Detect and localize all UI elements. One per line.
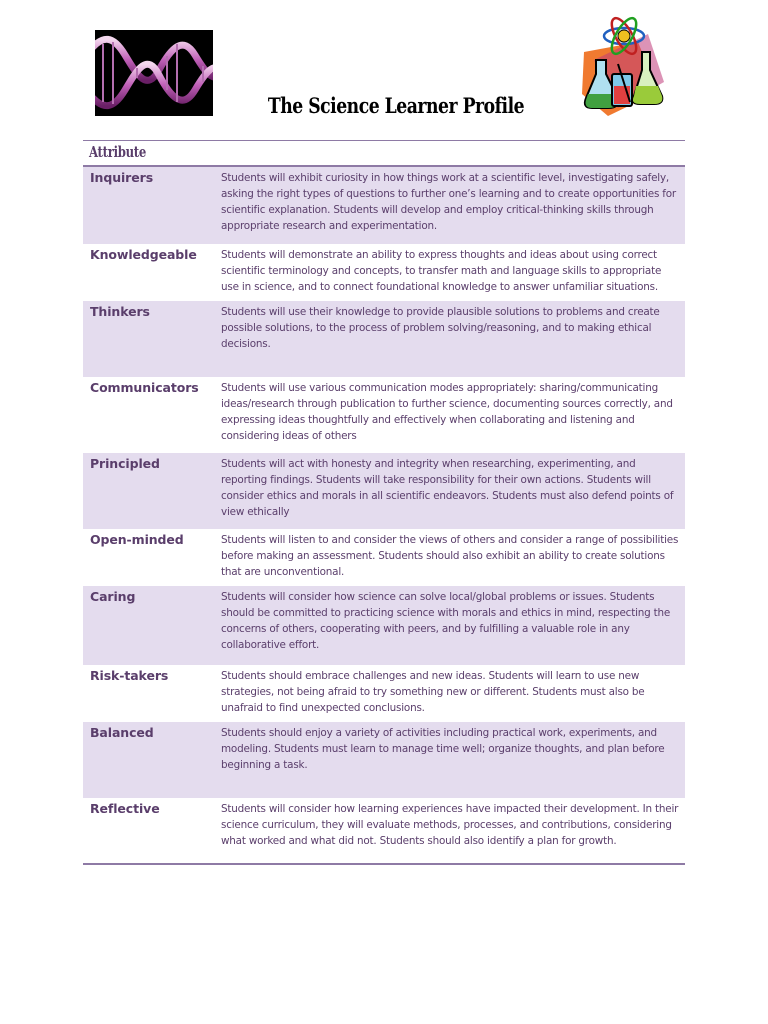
table-row-balanced (83, 722, 685, 798)
table-bottom-rule (83, 863, 685, 865)
attribute-name: Inquirers (90, 170, 154, 185)
attribute-name: Balanced (90, 725, 154, 740)
attribute-name: Open-minded (90, 532, 184, 547)
table-row-risk-takers (83, 665, 685, 722)
attribute-description: Students will exhibit curiosity in how things work at a scientific level, investigating safely, asking the right types of questions to further one’s learning and to create opportunities for scientific explanation. Students will develop and employ critical-thinking skills through appropriate research and experimentation. (221, 172, 676, 232)
attribute-name: Knowledgeable (90, 247, 197, 262)
attribute-description: Students will consider how learning experiences have impacted their development. In their science curriculum, they will evaluate methods, processes, and contributions, considering what worked and what did not. Students should also identify a plan for growth. (221, 803, 679, 847)
attribute-description: Students will act with honesty and integrity when researching, experimenting, and reporting findings. Students will take responsibility for their own actions. Students will consider ethics and morals in all scientific endeavors. Students must also defend points of view ethically (221, 458, 674, 518)
science-flasks-graphic (578, 12, 670, 122)
table-row-principled (83, 453, 685, 529)
page-title: The Science Learner Profile (267, 93, 525, 118)
science-flasks-image (578, 12, 670, 122)
attribute-description: Students will use various communication modes appropriately: sharing/communicating ideas/research through publication to further science, documenting sources correctly, and expressing ideas thoughtfully and effectively when collaborating and listening and considering ideas of others (221, 382, 673, 442)
attribute-name: Caring (90, 589, 136, 604)
attribute-name: Communicators (90, 380, 199, 395)
attribute-name: Principled (90, 456, 160, 471)
table-header-row (83, 141, 685, 167)
table-row-inquirers (83, 167, 685, 244)
attribute-name: Thinkers (90, 304, 150, 319)
table-row-communicators (83, 377, 685, 453)
table-row-knowledgeable (83, 244, 685, 301)
attribute-description: Students should enjoy a variety of activities including practical work, experiments, and modeling. Students must learn to manage time well; organize thoughts, and plan before beginning a task. (221, 727, 665, 771)
attribute-name: Reflective (90, 801, 160, 816)
attribute-description: Students will demonstrate an ability to express thoughts and ideas about using correct scientific terminology and concepts, to transfer math and language skills to appropriate use in science, and to connect foundational knowledge to answer unfamiliar situations. (221, 249, 662, 293)
attribute-description: Students will use their knowledge to provide plausible solutions to problems and create possible solutions, to the process of problem solving/reasoning, and to making ethical decisions. (221, 306, 660, 350)
table-row-thinkers (83, 301, 685, 377)
table-row-caring (83, 586, 685, 665)
attribute-description: Students will consider how science can solve local/global problems or issues. Students should be committed to practicing science with morals and ethics in mind, respecting the concerns of others, cooperating with peers, and by fulfilling a valuable role in any collaborative effort. (221, 591, 671, 651)
attribute-column-header: Attribute (89, 143, 147, 161)
learner-profile-table (83, 140, 685, 865)
attribute-description: Students should embrace challenges and new ideas. Students will learn to use new strategies, not being afraid to try something new or different. Students must also be unafraid to find unexpected conclusions. (221, 670, 645, 714)
attribute-name: Risk-takers (90, 668, 169, 683)
table-row-reflective (83, 798, 685, 863)
attribute-description: Students will listen to and consider the views of others and consider a range of possibilities before making an assessment. Students should also exhibit an ability to create solutions that are unconventional. (221, 534, 679, 578)
table-row-open-minded (83, 529, 685, 586)
